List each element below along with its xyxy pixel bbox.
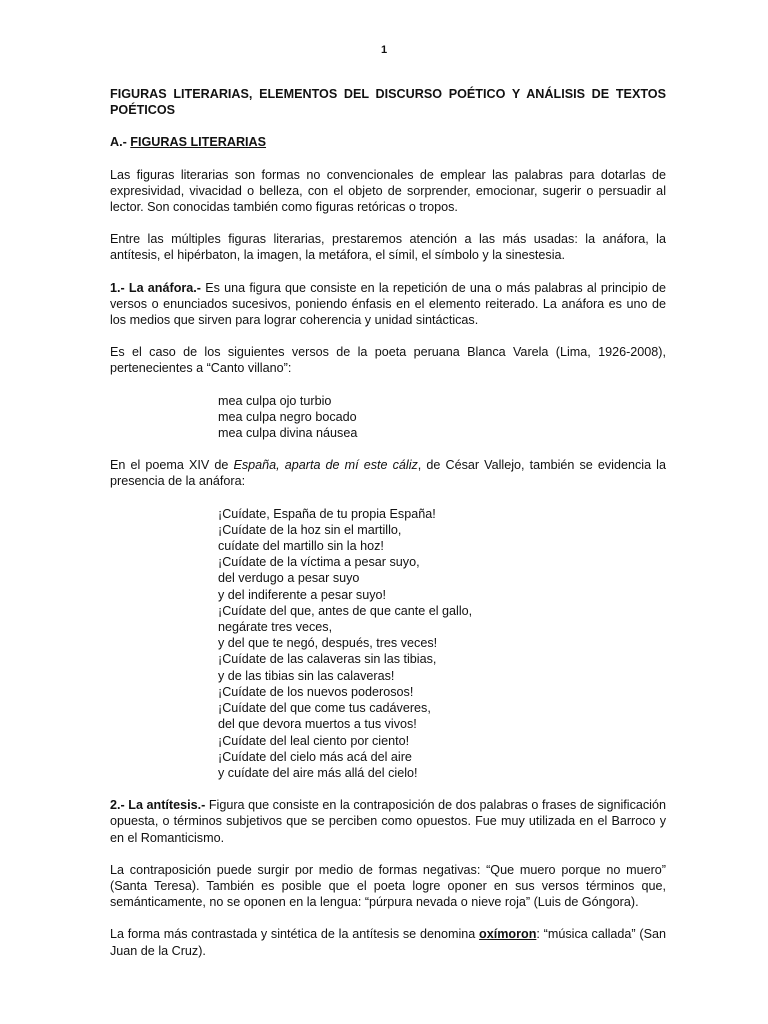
oximoron-paragraph	[110, 926, 666, 958]
verse-line: mea culpa ojo turbio	[218, 393, 332, 408]
anafora-paragraph	[110, 280, 666, 329]
verse-line: y cuídate del aire más allá del cielo!	[218, 765, 418, 780]
verse-line: ¡Cuídate del leal ciento por ciento!	[218, 733, 410, 748]
page-number: 1	[380, 44, 388, 56]
verse-line: y del indiferente a pesar suyo!	[218, 587, 387, 602]
verse-line: cuídate del martillo sin la hoz!	[218, 539, 384, 554]
verse-line: y de las tibias sin las calaveras!	[218, 668, 395, 683]
verse-line: ¡Cuídate de las calaveras sin las tibias,	[218, 652, 437, 667]
verse-line: y del que te negó, después, tres veces!	[218, 636, 438, 651]
anafora-heading: 1.- La anáfora.-	[110, 280, 201, 295]
antitesis-paragraph-2: La contraposición puede surgir por medio de formas negativas: “Que muero porque no muero” (Santa Teresa). También es posible que el poeta logre oponer en sus versos términos que, semánticamente, no se oponen en la lengua: “púrpura nevada o nieve roja” (Luis de Góngora).	[110, 862, 666, 910]
section-label: FIGURAS LITERARIAS	[130, 135, 267, 150]
verse-line: ¡Cuídate, España de tu propia España!	[218, 506, 436, 521]
vallejo-intro-pre: En el poema XIV de	[110, 458, 234, 473]
vallejo-verses	[218, 506, 666, 781]
verse-line: ¡Cuídate de la hoz sin el martillo,	[218, 522, 402, 537]
antitesis-heading: 2.- La antítesis.-	[110, 798, 206, 813]
vallejo-intro-post: , de César Vallejo, también se evidencia la presencia de la anáfora:	[110, 458, 666, 489]
section-heading-a	[110, 134, 666, 150]
varela-intro: Es el caso de los siguientes versos de la poeta peruana Blanca Varela (Lima, 1926-2008), pertenecientes a “Canto villano”:	[110, 345, 666, 376]
antitesis-paragraph	[110, 797, 666, 846]
section-prefix: A.-	[110, 135, 131, 150]
anafora-definition: Es una figura que consiste en la repetición de una o más palabras al principio de versos o enunciados sucesivos, poniendo énfasis en el elemento reiterado. La anáfora es uno de los medios que sirven para lograr coherencia y unidad sintácticas.	[110, 280, 666, 328]
document-body	[110, 86, 666, 975]
antitesis-definition: Figura que consiste en la contraposición de dos palabras o frases de significación opuesta, o términos subjetivos que se perciben como opuestos. Fue muy utilizada en el Barroco y en el Romanticismo.	[110, 798, 666, 845]
varela-verses	[218, 393, 666, 442]
verse-line: mea culpa negro bocado	[218, 409, 357, 424]
oximoron-post: : “música callada” (San Juan de la Cruz).	[110, 927, 666, 958]
verse-line: ¡Cuídate del cielo más acá del aire	[218, 749, 412, 764]
verse-line: ¡Cuídate de la víctima a pesar suyo,	[218, 555, 420, 570]
oximoron-pre: La forma más contrastada y sintética de la antítesis se denomina	[110, 927, 480, 942]
vallejo-intro	[110, 457, 666, 489]
verse-line: mea culpa divina náusea	[218, 426, 358, 441]
document-title: FIGURAS LITERARIAS, ELEMENTOS DEL DISCURSO POÉTICO Y ANÁLISIS DE TEXTOS POÉTICOS	[110, 87, 666, 118]
verse-line: ¡Cuídate de los nuevos poderosos!	[218, 684, 414, 699]
verse-line: negárate tres veces,	[218, 620, 333, 635]
verse-line: del verdugo a pesar suyo	[218, 571, 360, 586]
oximoron-term: oxímoron	[479, 927, 537, 942]
verse-line: del que devora muertos a tus vivos!	[218, 717, 417, 732]
vallejo-book-title: España, aparta de mí este cáliz	[233, 458, 418, 473]
verse-line: ¡Cuídate del que, antes de que cante el gallo,	[218, 603, 473, 618]
verse-line: ¡Cuídate del que come tus cadáveres,	[218, 701, 431, 716]
intro-paragraph: Las figuras literarias son formas no convencionales de emplear las palabras para dotarlas de expresividad, vivacidad o belleza, con el objeto de sorprender, emocionar, sugerir o persuadir al lector. Son conocidas también como figuras retóricas o tropos.	[110, 167, 666, 215]
list-paragraph: Entre las múltiples figuras literarias, prestaremos atención a las más usadas: la anáfora, la antítesis, el hipérbaton, la imagen, la metáfora, el símil, el símbolo y la sinestesia.	[110, 232, 666, 263]
